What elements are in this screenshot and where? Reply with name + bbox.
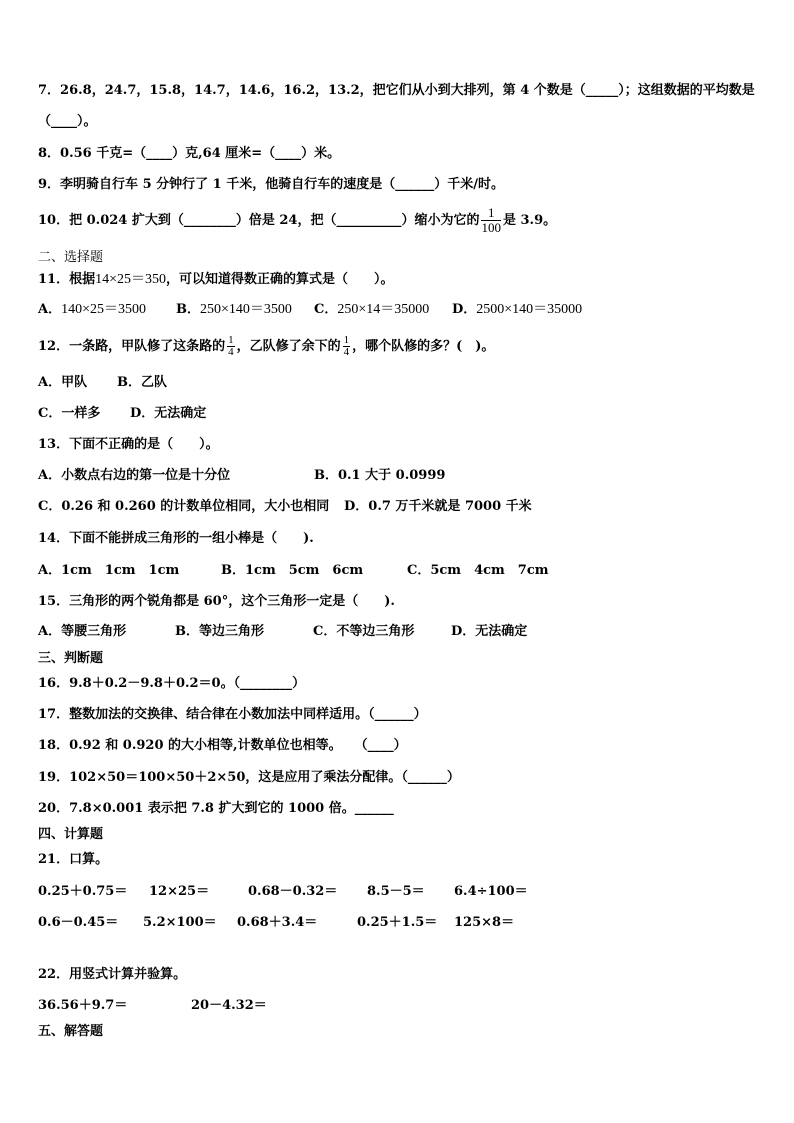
section-choice-heading: 二、选择题 [38,250,104,265]
vertical-calc-item: 36.56＋9.7＝ [38,998,128,1013]
question-15-option-a[interactable]: A．等腰三角形 [38,624,127,639]
section-calc-heading: 四、计算题 [38,827,104,842]
mental-calc-item: 0.25＋0.75＝ [38,884,128,899]
question-17: 17．整数加法的交换律、结合律在小数加法中同样适用。（______） [38,707,427,722]
fraction-numerator: 1 [228,334,234,346]
mental-calc-item: 6.4÷100＝ [454,884,528,899]
question-20: 20．7.8×0.001 表示把 7.8 扩大到它的 1000 倍。______ [38,801,394,816]
section-solve-heading: 五、解答题 [38,1024,104,1039]
question-15-stem: 15．三角形的两个锐角都是 60°，这个三角形一定是（ ). [38,594,395,609]
question-12-option-c[interactable]: C．一样多 [38,406,101,421]
mental-calc-item: 0.68－0.32＝ [248,884,338,899]
mental-calc-item: 0.6－0.45＝ [38,915,119,930]
question-10-text-before: 10．把 0.024 扩大到（________）倍是 24，把（__________）缩小为它的 [38,213,480,228]
option-label: C． [314,302,338,317]
question-15-option-c[interactable]: C．不等边三角形 [313,624,415,639]
question-14-stem: 14．下面不能拼成三角形的一组小棒是（ ). [38,531,314,546]
option-label: D． [452,302,477,317]
question-14-option-b[interactable]: B．1cm 5cm 6cm [221,563,364,578]
question-11-option-a[interactable] [38,302,146,318]
fraction-denominator: 4 [343,346,350,358]
fraction-1-4-a [227,335,235,358]
fraction-denominator: 100 [481,220,501,235]
question-19: 19．102×50＝100×50＋2×50，这是应用了乘法分配律。（______） [38,770,460,785]
option-math: 250×140＝3500 [200,302,292,317]
question-13-option-b[interactable]: B．0.1 大于 0.0999 [314,468,446,483]
fraction-numerator: 1 [481,206,501,221]
mental-calc-item: 0.68＋3.4＝ [237,915,318,930]
question-12-part2: ，乙队修了余下的 [236,339,341,354]
question-8: 8．0.56 千克=（____）克,64 厘米=（____）米。 [38,146,341,161]
question-14-option-a[interactable]: A．1cm 1cm 1cm [38,563,180,578]
question-13-option-d[interactable]: D．0.7 万千米就是 7000 千米 [344,499,532,514]
question-21-stem: 21．口算。 [38,852,109,867]
vertical-calc-item: 20－4.32＝ [191,998,267,1013]
question-12-stem [38,332,494,362]
question-11-stem-after: ，可以知道得数正确的算式是（ ）。 [166,272,394,287]
question-11-stem-math: 14×25＝350 [95,272,166,287]
mental-calc-item: 8.5－5＝ [367,884,425,899]
question-12-option-b[interactable]: B．乙队 [117,375,167,390]
fraction-1-100 [481,206,501,235]
question-10 [38,206,556,236]
question-18: 18．0.92 和 0.920 的大小相等,计数单位也相等。 （____） [38,738,407,753]
question-13-option-a[interactable]: A．小数点右边的第一位是十分位 [38,468,231,483]
question-15-option-b[interactable]: B．等边三角形 [175,624,264,639]
question-14-option-c[interactable]: C．5cm 4cm 7cm [407,563,549,578]
question-13-option-c[interactable]: C．0.26 和 0.260 的计数单位相同，大小也相同 [38,499,330,514]
option-label: B． [176,302,200,317]
question-11-option-c[interactable] [314,302,429,318]
question-12-part3: ，哪个队修的多？( )。 [352,339,495,354]
mental-calc-item: 0.25＋1.5＝ [357,915,438,930]
mental-calc-item: 12×25＝ [149,884,210,899]
option-math: 2500×140＝35000 [476,302,583,317]
option-math: 140×25＝3500 [61,302,146,317]
section-judge-heading: 三、判断题 [38,651,104,666]
question-11-stem-before: 11．根据 [38,272,96,287]
fraction-denominator: 4 [228,346,234,358]
question-13-stem: 13．下面不正确的是（ ）。 [38,437,219,452]
question-9: 9．李明骑自行车 5 分钟行了 1 千米，他骑自行车的速度是（______）千米/时。 [38,177,504,192]
question-22-stem: 22．用竖式计算并验算。 [38,967,187,982]
mental-calc-item: 125×8＝ [454,915,515,930]
fraction-1-4-b [343,335,351,358]
question-11-option-d[interactable] [452,302,582,318]
fraction-numerator: 1 [343,334,350,346]
question-11-stem [38,272,394,288]
question-12-option-a[interactable]: A．甲队 [38,375,88,390]
question-7-line1: 7．26.8，24.7，15.8，14.7，14.6，16.2，13.2，把它们从小到大排列，第 4 个数是（_____）；这组数据的平均数是 [38,83,755,98]
question-12-part1: 12．一条路，甲队修了这条路的 [38,339,226,354]
question-10-text-after: 是 3.9。 [502,213,557,228]
question-15-option-d[interactable]: D．无法确定 [451,624,528,639]
question-12-option-d[interactable]: D．无法确定 [130,406,207,421]
question-16: 16．9.8＋0.2－9.8＋0.2＝0。（________） [38,676,306,691]
option-label: A． [38,302,62,317]
question-7-line2: （____）。 [38,114,97,129]
mental-calc-item: 5.2×100＝ [143,915,217,930]
question-11-option-b[interactable] [176,302,292,318]
option-math: 250×14＝35000 [337,302,430,317]
